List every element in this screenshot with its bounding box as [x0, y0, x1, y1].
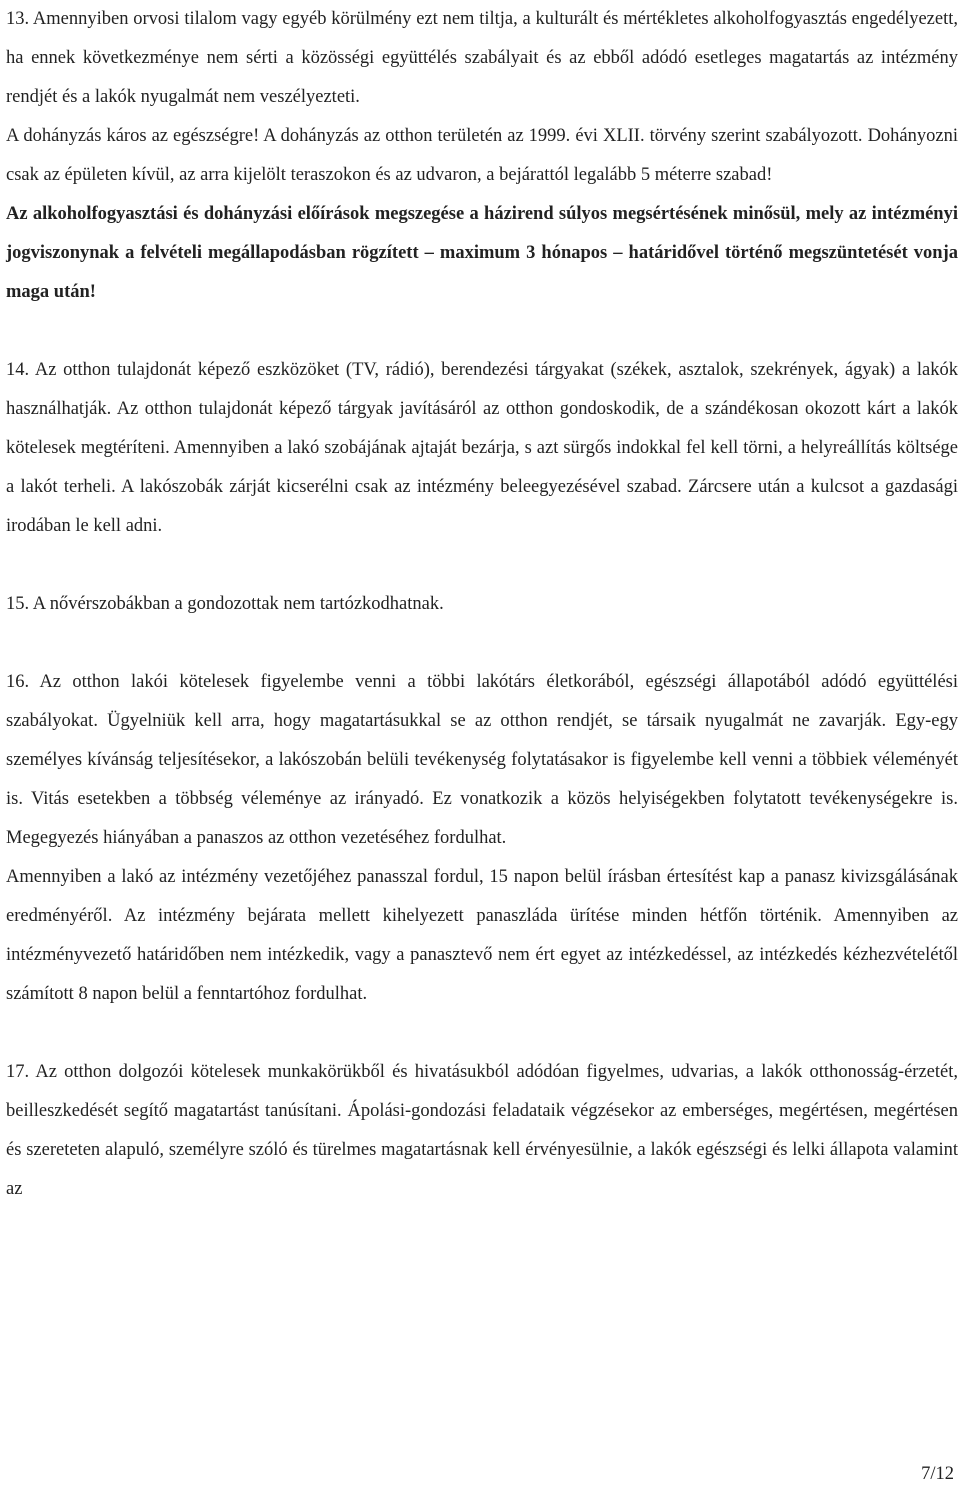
- paragraph-gap: [6, 312, 958, 351]
- paragraph-gap: [6, 546, 958, 585]
- section-13-violation-paragraph: Az alkoholfogyasztási és dohányzási előírások megszegése a házirend súlyos megsértésének minősül, mely az intézményi jogviszonynak a felvételi megállapodásban rögzített – maximum 3 hónapos – határidővel történő megszüntetését vonja maga után!: [6, 204, 958, 302]
- section-14-paragraph: 14. Az otthon tulajdonát képező eszközöket (TV, rádió), berendezési tárgyakat (székek, asztalok, szekrények, ágyak) a lakók használhatják. Az otthon tulajdonát képező tárgyak javításáról az otthon gondoskodik, de a szándékosan okozott kárt a lakók kötelesek megtéríteni. Amennyiben a lakó szobájának ajtaját bezárja, s azt sürgős indokkal fel kell törni, a helyreállítás költsége a lakót terheli. A lakószobák zárját kicserélni csak az intézmény beleegyezésével szabad. Zárcsere után a kulcsot a gazdasági irodában le kell adni.: [6, 360, 958, 536]
- section-16-complaint-paragraph: Amennyiben a lakó az intézmény vezetőjéhez panasszal fordul, 15 napon belül írásban értesítést kap a panasz kivizsgálásának eredményéről. Az intézmény bejárata mellett kihelyezett panaszláda ürítése minden hétfőn történik. Amennyiben az intézményvezető határidőben nem intézkedik, vagy a panasztevő nem ért egyet az intézkedéssel, az intézkedés kézhezvételétől számított 8 napon belül a fenntartóhoz fordulhat.: [6, 867, 958, 1004]
- section-17-paragraph: 17. Az otthon dolgozói kötelesek munkakörükből és hivatásukból adódóan figyelmes, udvarias, a lakók otthonosság-érzetét, beilleszkedését segítő magatartást tanúsítani. Ápolási-gondozási feladataik végzésekor az emberséges, megértésen, megértésen és szereteten alapuló, személyre szóló és türelmes magatartásnak kell érvényesülnie, a lakók egészségi és lelki állapota valamint az: [6, 1062, 958, 1199]
- section-13-smoking-paragraph: A dohányzás káros az egészségre! A dohányzás az otthon területén az 1999. évi XLII. törvény szerint szabályozott. Dohányozni csak az épületen kívül, az arra kijelölt teraszokon és az udvaron, a bejárattól legalább 5 méterre szabad!: [6, 126, 958, 185]
- section-13-alcohol-paragraph: 13. Amennyiben orvosi tilalom vagy egyéb körülmény ezt nem tiltja, a kulturált és mértékletes alkoholfogyasztás engedélyezett, ha ennek következménye nem sérti a közösségi együttélés szabályait és az ebből adódó esetleges magatartás az intézmény rendjét és a lakók nyugalmát nem veszélyezteti.: [6, 9, 958, 107]
- paragraph-gap: [6, 624, 958, 663]
- page-number: 7/12: [921, 1464, 954, 1484]
- section-16-paragraph: 16. Az otthon lakói kötelesek figyelembe venni a többi lakótárs életkorából, egészségi állapotából adódó együttélési szabályokat. Ügyelniük kell arra, hogy magatartásukkal se az otthon rendjét, se társaik nyugalmát ne zavarják. Egy-egy személyes kívánság teljesítésekor, a lakószobán belüli tevékenység folytatásakor is figyelembe kell venni a többiek véleményét is. Vitás esetekben a többség véleménye az irányadó. Ez vonatkozik a közös helyiségekben folytatott tevékenységekre is. Megegyezés hiányában a panaszos az otthon vezetéséhez fordulhat.: [6, 672, 958, 848]
- section-15-paragraph: 15. A nővérszobákban a gondozottak nem tartózkodhatnak.: [6, 594, 444, 614]
- document-page: [6, 0, 958, 1209]
- paragraph-gap: [6, 1014, 958, 1053]
